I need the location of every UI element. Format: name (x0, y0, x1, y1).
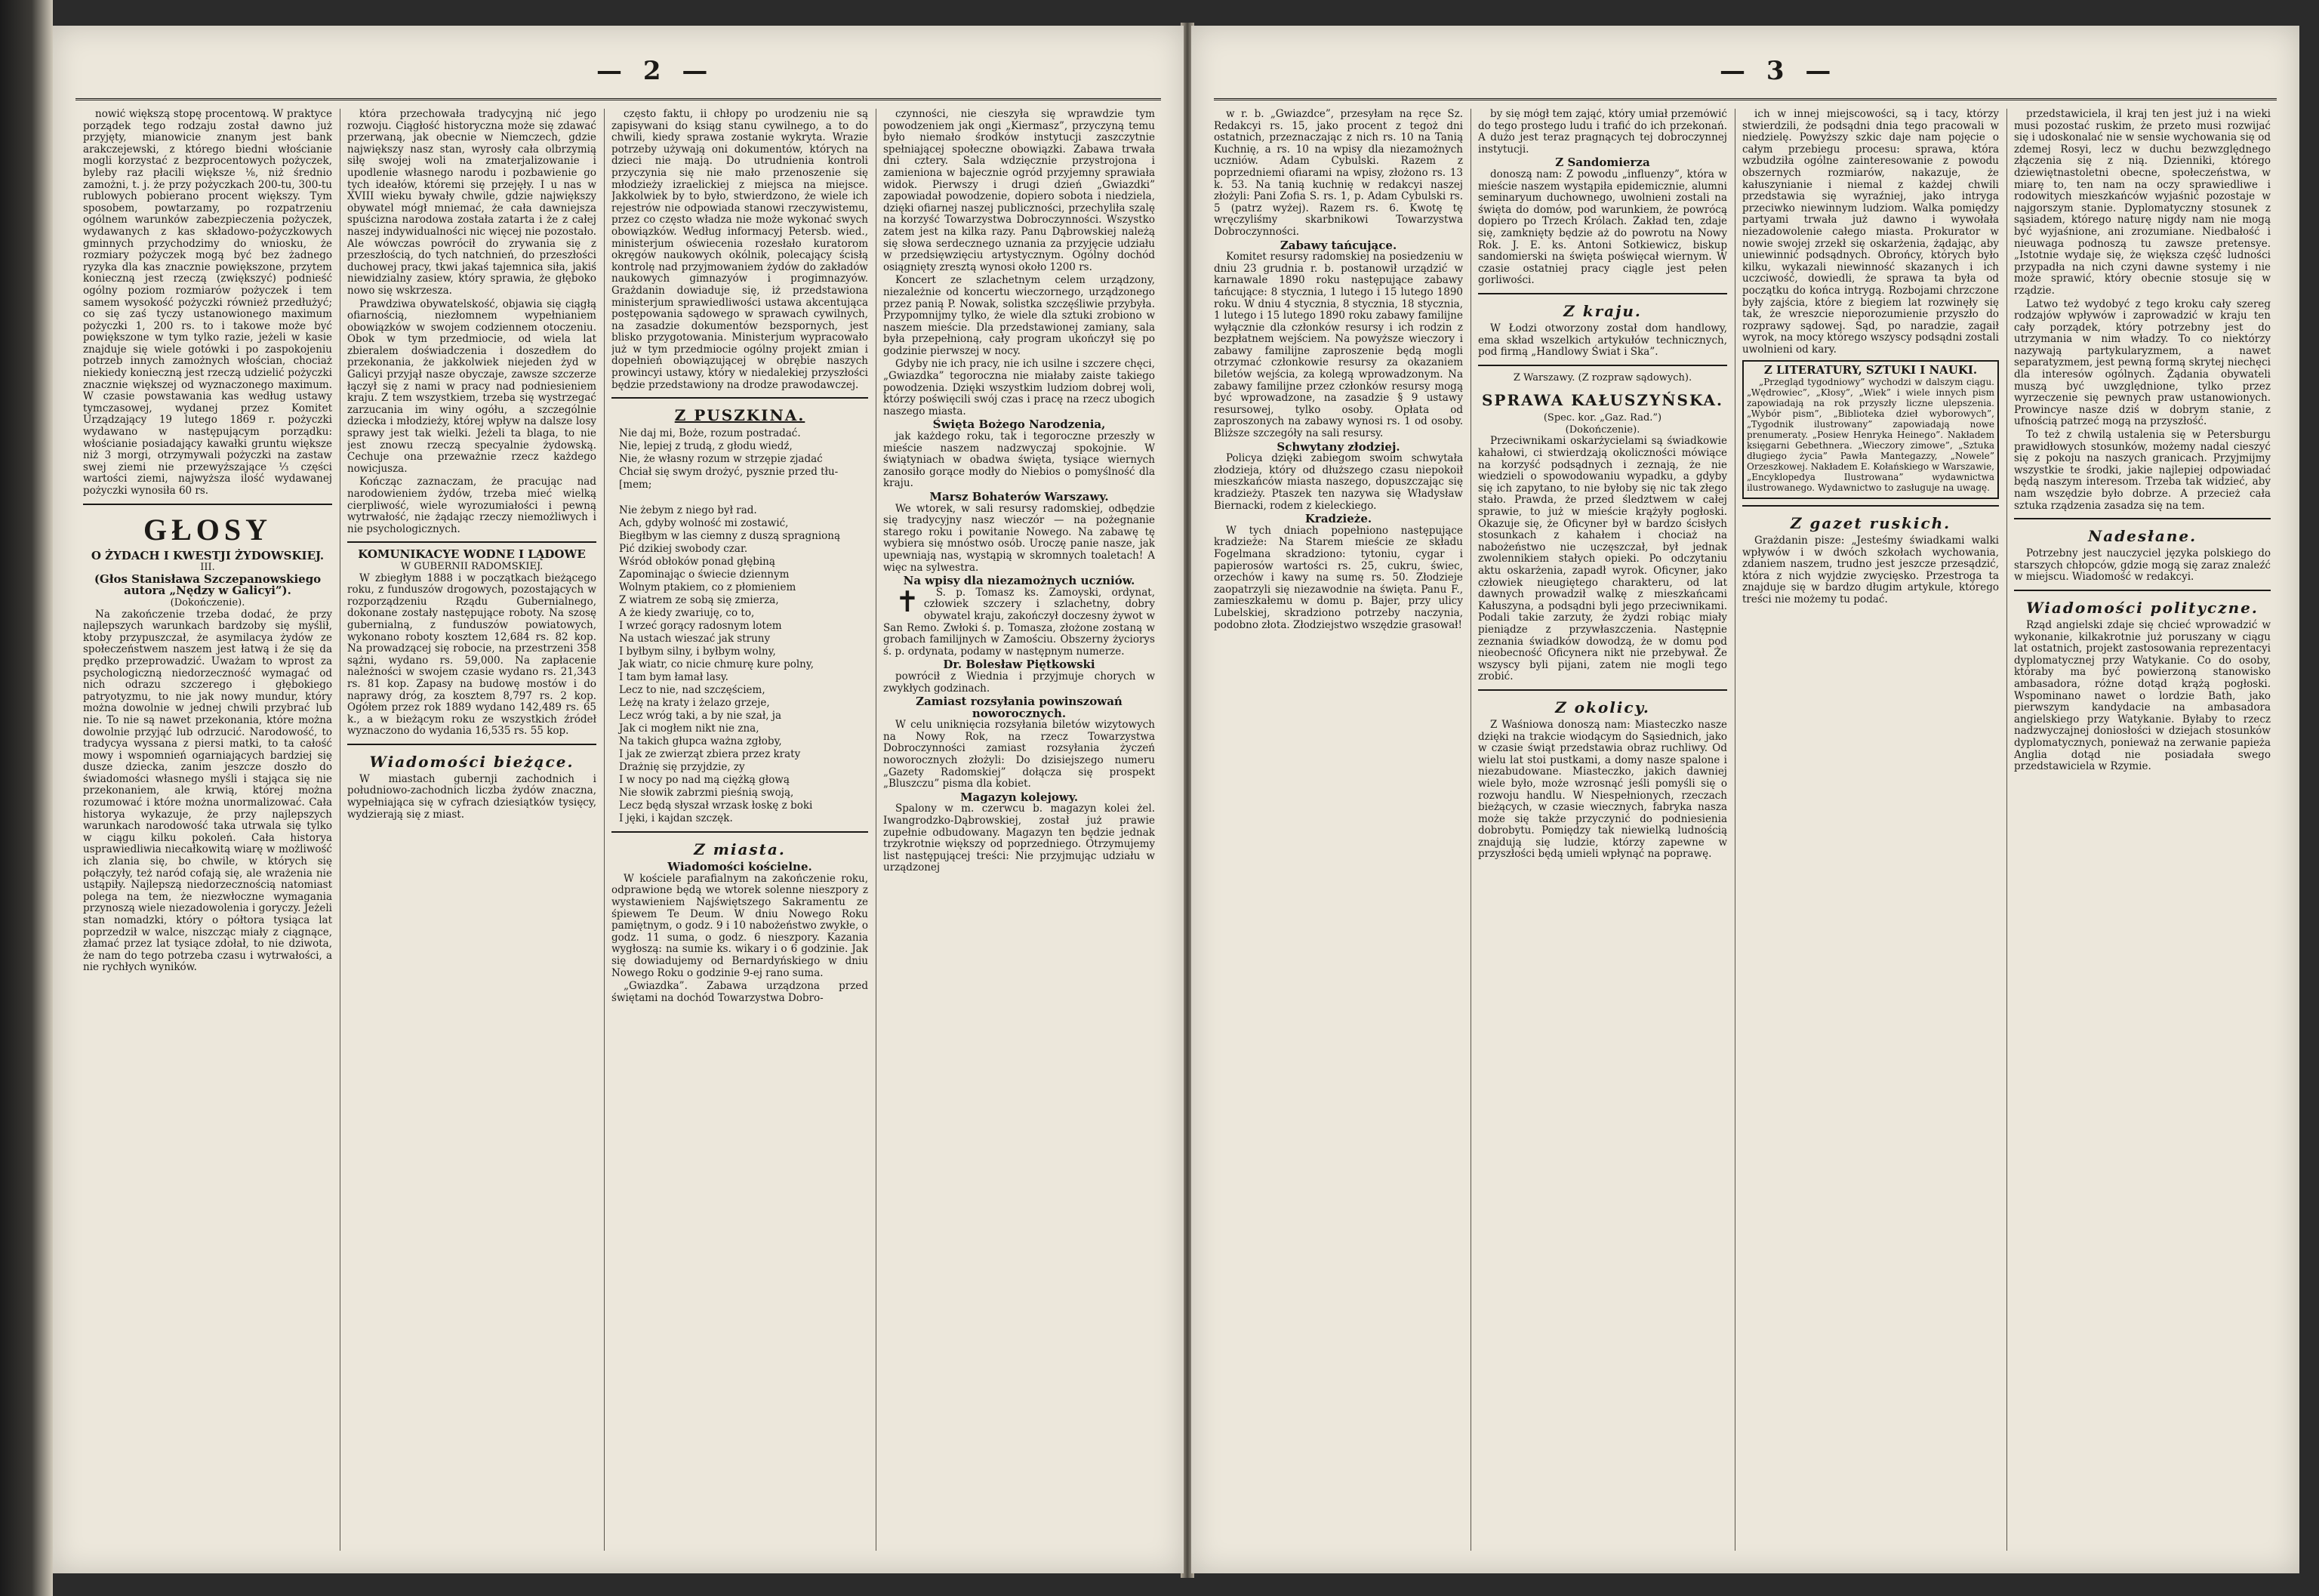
divider (611, 397, 868, 399)
section-title: KOMUNIKACYE WODNE I LĄDOWE (358, 547, 586, 562)
page-left (53, 26, 1184, 1573)
book-binding-edge (0, 0, 53, 1596)
section-title: Magazyn kolejowy. (959, 790, 1079, 804)
section-title: Na wpisy dla niezamożnych uczniów. (903, 574, 1135, 588)
poem-line: Wolnym ptakiem, co z płomieniem (619, 581, 796, 594)
article-text: To też z chwilą ustalenia się w Petersburgu prawidłowych stosunków, możemy nadal cieszyć się z pokoju na naszych granicach. Przyjmijmy wszystkie te środki, jakie najlepiej odpowiadać będą naszym interesom. Trzeba tak widzieć, aby nam wszędzie było dobrze. A przecież cała sztuka rządzenia zasadza się na tem. (2014, 429, 2271, 512)
poem-line: Na ustach wieszać jak struny (619, 633, 771, 645)
section-title: GŁOSY (143, 512, 273, 547)
article-text: Kończąc zaznaczam, że pracując nad narodowieniem żydów, trzeba mieć wielką cierpliwość, wiele wyrozumiałości i pewną wytrwałość, nie żądając rzeczy niemożliwych i nie psychologicznych. (347, 476, 596, 535)
section-title: Z miasta. (694, 840, 786, 859)
article-text: Przeciwnikami oskarżycielami są świadkowie kahałowi, ci stwierdzają okoliczności mówiące na korzyść podsądnych i zeznają, że nie wiedzieli o spowodowaniu wypadku, a gdyby się ich zapytano, to nie byłoby się nic tak złego stało. Prawda, że przed śledztwem w całej sprawie, to już w mieście krążyły pogłoski. Okazuje się, że Oficyner był w bardzo ścisłych stosunkach z kahałem i chociaż na nabożeństwo nie uczęszczał, był jednak zwolennikiem stałych opieki. Po odczytaniu aktu oskarżenia, zapadł wyrok. Oficyner, jako człowiek nieugiętego charakteru, od lat dawnych prowadził walkę z mieszkańcami Kałuszyna, a podsądni byli jego przeciwnikami. Podali takie zarzuty, że żydzi robiąc miały pieniądze z przywłaszczenia. Następnie zeznania świadków dowodzą, że w domu pod nieobecność Oficynera nikt nie przebywał. Że wszyscy byli pijani, zatem nie mogli tego zrobić. (1478, 435, 1727, 683)
divider (347, 744, 596, 745)
column-3 (1742, 109, 1999, 1551)
poem-line: Nie słowik zabrzmi pieśnią swoją, (619, 787, 794, 800)
poem-line: Na takich głupca ważna zgłoby, (619, 735, 782, 748)
article-text: ich w innej miejscowości, są i tacy, którzy stwierdzili, że podsądni dnia tego pracowali w niedzielę. Powyższy szkic daje nam pojęcie o całym przebiegu procesu: sprawa, która wzbudziła ogólne zainteresowanie z powodu obszernych rozmiarów, nakazuje, że kałuszynianie i niemal z każdej chwili przedstawia się wyraźniej, jako intryga przeciwko niewinnym ludziom. Walka pomiędzy partyami trwała już dawno i wywołała niezadowolenie całego miasta. Prokurator w nowie swojej zrzekł się oskarżenia, żądając, aby uniewinnić podsądnych. Obrońcy, których było kilku, wykazali niewinność skazanych i ich uczciwość, dowiedli, że sprawa ta była od początku do końca intrygą. Rozbojami chrzczone były zajścia, które z biegiem lat rozwinęły się tak, że wreszcie nieporozumienie przyszło do rozprawy sądowej. Sąd, po naradzie, zagaił wyrok, na mocy którego wszyscy podsądni zostali uwolnieni od kary. (1742, 109, 1999, 356)
divider (611, 831, 868, 833)
section-title: Zamiast rozsyłania powinszowań noworocznych. (916, 695, 1123, 720)
column-1 (1214, 109, 1463, 1551)
divider (2014, 590, 2271, 591)
poem-line: Wśród obłoków ponad głębiną (619, 556, 775, 568)
section-subtitle: W GUBERNII RADOMSKIEJ. (400, 560, 544, 572)
section-title: Z gazet ruskich. (1790, 514, 1951, 533)
poem-line: Leżę na kraty i żelazo grzeje, (619, 697, 770, 710)
divider (1742, 505, 1999, 507)
section-title: Z PUSZKINA. (674, 406, 805, 425)
divider (2014, 518, 2271, 519)
article-text: w r. b. „Gwiazdce”, przesyłam na ręce Sz. Redakcyi rs. 15, jako procent z tegoż dni ostatnich, przeznaczając z nich rs. 10 na Tanią Kuchnię, a rs. 10 na wpisy dla niezamożnych uczniów. Adam Cybulski. Razem z poprzedniemi ofiarami na wpisy, złożono rs. 13 k. 53. Na tanią kuchnię w redakcyi naszej złożyli: Pani Zofia S. rs. 1, p. Adam Cybulski rs. 5 (patrz wyżej). Razem rs. 6. Kwotę tę wręczyliśmy skarbnikowi Towarzystwa Dobroczynności. (1214, 109, 1463, 238)
column-4 (883, 109, 1155, 1551)
section-subtitle: O ŻYDACH I KWESTJI ŻYDOWSKIEJ. (91, 548, 325, 562)
poem-line: Nie daj mi, Boże, rozum postradać. (619, 427, 801, 440)
poem-line: Biegłbym w las ciemny z duszą spragnioną (619, 530, 841, 543)
article-text: Z Waśniowa donoszą nam: Miasteczko nasze dzięki na trakcie wiodącym do Sąsiednich, jako w czasie świąt przedstawia obraz ruchliwy. Od wielu lat stoi pustkami, a domy nasze spalone i niezabudowane. Miasteczko, jakich dawniej wiele było, może wzrosnąć jeśli pomyśli się o rozwoju handlu. W Niespełnionych, rzeczach bieżących, w czasie wiecznych, fabryka nasza może się także przyczynić do podniesienia dobrobytu. Pomiędzy tak niewielką ludnością znajdują się ludzie, którzy zapewne w przyszłości będą umieli wpłynąć na poprawę. (1478, 718, 1727, 861)
page-number: — 2 — (596, 56, 714, 86)
section-title: Święta Bożego Narodzenia, (932, 417, 1106, 432)
article-text: We wtorek, w sali resursy radomskiej, odbędzie się tradycyjny nasz wieczór — na pożegnanie starego roku i powitanie Nowego. Na zabawę tę wybiera się mnóstwo osób. Uroczę panie nasze, jak upewniają nas, wystąpią w skromnych toaletach! A więc na sylwestra. (883, 502, 1155, 574)
article-text: Spalony w m. czerwcu b. magazyn kolei żel. Iwangrodzko-Dąbrowskiej, został już prawie zupełnie odbudowany. Magazyn ten będzie jednak trzykrotnie większy od poprzedniego. Otrzymujemy list następującej treści: Nie przyjmując udziału w urządzonej (883, 803, 1155, 874)
article-text: W kościele parafialnym na zakończenie roku, odprawione będą we wtorek solenne nieszpory z wystawieniem Najświętszego Sakramentu ze śpiewem Te Deum. W dniu Nowego Roku pamiętnym, o godz. 9 i 10 nabożeństwo zwykłe, o godz. 11 suma, o godz. 6 nieszpory. Kazania wygłoszą: na sumie ks. wikary i o 6 godzinie. Jak się dowiadujemy od Bernardyńskiego w dniu Nowego Roku o godzinie 9-ej rano suma. (611, 872, 868, 979)
cross-icon: ✝ (895, 584, 919, 618)
poem-line: Jak wiatr, co nicie chmurę kure polny, (619, 658, 814, 671)
column-1 (83, 109, 332, 1551)
poem-line: Nie, że własny rozum w strzępie zjadać (619, 453, 823, 466)
article-text: Prawdziwa obywatelskość, objawia się ciągłą ofiarnością, niezłomnem wypełnianiem obowiązków w swojem codziennem otoczeniu. Obok w tym przedmiocie, od wiela lat zbieralem doświadczenia i doszedłem do przekonania, że jakkolwiek niejeden żyd w Galicyi przyjął nasze obyczaje, zawsze szczerze łączył się z nami w pracy nad podniesieniem kraju. Z tem wszystkiem, trzeba się wystrzegać zarzucania im winy ogółu, a szczególnie dziecka i młodzieży, której wpływ na dalsze losy sprawy jest tak wielki. Jeżeli ta blaga, to nie jest znowu rzeczą specyalnie żydowską. Cechuje ona przeważnie rzecz każdego nowicjusza. (347, 297, 596, 475)
poem-line: Chciał się swym drożyć, pysznie przed tłu- (619, 466, 839, 479)
obituary-text: S. p. Tomasz ks. Zamoyski, ordynat, człowiek szczery i szlachetny, dobry obywatel kraju, zakończył doczesny żywot w San Remo. Zwłoki ś. p. Tomasza, złożone zostaną w grobach familijnych w Zamościu. Obszerny życiorys ś. p. ordynata, podamy w następnym numerze. (883, 586, 1155, 658)
correspondent-note: (Spec. kor. „Gaz. Rad.”) (1543, 412, 1662, 424)
section-title: Dr. Bolesław Piętkowski (943, 658, 1095, 672)
section-title: SPRAWA KAŁUSZYŃSKA. (1481, 391, 1724, 410)
poem-line: Jak ci mogłem nikt nie zna, (619, 723, 759, 735)
article-text: jak każdego roku, tak i tegoroczne przeszły w mieście naszem nadzwyczaj spokojnie. W świątyniach w obadwa święta, tysiące wiernych zanosiło gorące modły do Niebios o pomyślność dla kraju. (883, 430, 1155, 490)
article-text: W Łodzi otworzony został dom handlowy, ema skład wszelkich artykułów technicznych, pod firmą „Handlowy Świat i Ska”. (1478, 322, 1727, 359)
article-text: Koncert ze szlachetnym celem urządzony, niezależnie od koncertu wieczornego, urządzonego przez panią P. Nowak, solistka szczęśliwie przybyła. Przypomnijmy tylko, że wiele dla sztuki zrobiono w naszem mieście. Dla przedstawionej zamiany, sala była przepełnioną, cały program ukończył się po godzinie pierwszej w nocy. (883, 274, 1155, 357)
section-title: Z Sandomierza (1555, 156, 1650, 170)
poem-line: [mem; (619, 479, 652, 491)
poem-line: I tam bym łamał lasy. (619, 671, 728, 684)
section-title: Z okolicy. (1555, 698, 1650, 716)
page-number: — 3 — (1720, 56, 1837, 86)
article-text: powrócił z Wiednia i przyjmuje chorych w zwykłych godzinach. (883, 670, 1155, 695)
article-text: W celu uniknięcia rozsyłania biletów wizytowych na Nowy Rok, na rzecz Towarzystwa Dobroczynności zamiast rozsyłania życzeń noworocznych złożyli: Do dzisiejszego numeru „Gazety Radomskiej” dołącza się prospekt „Bluszczu” pisma dla kobiet. (883, 719, 1155, 790)
column-rule (604, 109, 605, 1551)
section-title: Wiadomości bieżące. (369, 752, 574, 771)
divider (83, 504, 332, 505)
poem-line: I wrzeć gorący radosnym lotem (619, 620, 782, 633)
column-3 (611, 109, 868, 1551)
page-right (1191, 26, 2299, 1573)
article-text: Potrzebny jest nauczyciel języka polskiego do starszych chłopców, gdzie mogą się zaraz znaleźć w miejscu. Wiadomość w redakcyi. (2014, 547, 2271, 584)
poem-line: Drażnię się przyjdzie, zy (619, 761, 745, 774)
section-place: Z Warszawy. (Z rozpraw sądowych). (1513, 371, 1692, 384)
article-text: „Gwiazdka”. Zabawa urządzona przed świętami na dochód Towarzystwa Dobro- (611, 980, 868, 1004)
poem-line: Pić dzikiej swobody czar. (619, 543, 748, 556)
article-text: często faktu, ii chłopy po urodzeniu nie są zapisywani do ksiąg stanu cywilnego, a to do chwili, kiedy sprawa zostanie wykryta. Wrazie potrzeby używają oni dokumentów, których na dzieci nie mają. Do utrudnienia kontroli przyczynia się nie mało przenoszenie się młodzieży izraelickiej z miejsca na miejsce. Jakkolwiek by to było, stwierdzono, że wiele ich rejestrów nie odpowiada stanowi rzeczywistemu, przez co często władza nie może wykonać swych obowiązków. Według informacyj Petersb. wied., ministerjum oświecenia rozesłało kuratorom okręgów naukowych okólnik, polecający ścisłą kontrolę nad przyjmowaniem żydów do zakładów naukowych gimnazyów i progimnazyów. Grażdanin dowiaduje się, iż przedstawiona ministerjum sprawiedliwości ustawa akcentująca postępowania sądowego w sprawach cywilnych, na zasadzie dokumentów bezspornych, jest blisko przygotowania. Ministerjum wypracowało już w tym przedmiocie ogólny projekt zmian i dopełnień obowiązującej w obrębie naszych prowincyi ustawy, który w niedalekiej przyszłości będzie przedstawiony na drodze prawodawczej. (611, 109, 868, 391)
divider (347, 541, 596, 543)
article-text: Rząd angielski zdaje się chcieć wprowadzić w wykonanie, kilkakrotnie już poruszany w ciągu lat ostatnich, projekt zastosowania reprezentacyi dyplomatycznej przy Watykanie. Co do osoby, któraby ma być powierzoną stanowisko ambasadora, różne dotąd krążą pogłoski. Wspominano nawet o lordzie Bath, jako pierwszym kandydacie na ambasadora angielskiego przy Watykanie. Byłaby to rzecz nadzwyczajnej doniosłości w dziejach stosunków dyplomatycznych, ponieważ na zerwanie papieża Anglia dotąd nie posiadała swego przedstawiciela w Rzymie. (2014, 618, 2271, 773)
column-rule (2006, 109, 2007, 1551)
poem-line: Lecz będą słyszał wrzask łoskę z boki (619, 800, 813, 812)
poem (611, 427, 868, 825)
section-number: III. (200, 562, 215, 574)
column-2 (1478, 109, 1727, 1551)
section-author: (Głos Stanisława Szczepanowskiego autora „Nędzy w Galicyi”). (94, 572, 322, 598)
section-title: Z LITERATURY, SZTUKI I NAUKI. (1763, 363, 1978, 377)
article-text (883, 584, 1155, 658)
article-text: donoszą nam: Z powodu „influenzy”, która w mieście naszem wystąpiła epidemicznie, alumni seminaryum duchownego, uwolnieni zostali na święta do domów, pod warunkiem, że powrócą dopiero po Trzech Królach. Zakład ten, zdaje się, zamknięty będzie aż do powrotu na Nowy Rok. J. E. ks. Antoni Sotkiewicz, biskup sandomierski na święta poświęcał wiernym. W czasie ostatniej pracy ciągle jest pełen gorliwości. (1478, 168, 1727, 287)
poem-line: Ach, gdyby wolność mi zostawić, (619, 517, 789, 530)
header-rule (1214, 98, 2277, 100)
article-text: przedstawiciela, il kraj ten jest już i na wieki musi pozostać ruskim, że przeto musi rozwijać się i udoskonalać nie w sensie wychowania się od zdemej Rosyi, lecz w duchu bezwzględnego złączenia się z nią. Dzienniki, którego dziewiętnastoletni obecne, społeczeństwa, w miarę to, ten nam na oczy sprawiedliwe i rodowitych mieszkańców wyjaśnić pozostaje w najgorszym stanie. Dyplomatyczny stosunek z sąsiadem, którego naturę nigdy nam nie mogą być wyjaśnione, ani zrozumiane. Niedbałość i nieuwaga podnoszą tu zawsze pretensye. „Istotnie wydaje się, że większa część ludności przypadła na nich czyni dawne systemy i nie może sprawić, który obecnie stosuje się w rządzie. (2014, 109, 2271, 297)
column-4 (2014, 109, 2271, 1551)
poem-line: Nie żebym z niego był rad. (619, 504, 757, 517)
section-title: Wiadomości polityczne. (2026, 598, 2259, 617)
article-text: która przechowała tradycyjną nić jego rozwoju. Ciągłość historyczna może się zdawać przerwaną, jak obecnie w Niemczech, gdzie największy nasz stan, wyrosły cała olbrzymią siłę swojej woli na zmaterjalizowanie i upodlenie własnego narodu i pozbawienie go tych ideałów, któremi się przejęły. I u nas w XVIII wieku bywały chwile, gdzie największy obywatel mógł mniemać, że cała dawniejsza spuścizna narodowa została zatarta i że z całej naszej indywidualności nic więcej nie pozostało. Ale wówczas powrócił do zrywania się z przeszłością, do tych natchnień, do przeszłości duchowej pracy, tkwi jakaś tajemnica siła, jakiś niewidzialny zasiew, który sprawia, że głęboko nowo się wskrzesza. (347, 109, 596, 297)
literature-box (1742, 360, 1999, 499)
poem-line: Zapominając o świecie dziennym (619, 568, 790, 581)
column-2 (347, 109, 596, 1551)
poem-line: Lecz to nie, nad szczęściem, (619, 684, 765, 697)
poem-line: I byłbym silny, i byłbym wolny, (619, 645, 776, 658)
divider (1478, 689, 1727, 691)
divider (1478, 293, 1727, 294)
poem-line: Lecz wróg taki, a by nie szał, ja (619, 710, 782, 723)
article-text: „Przegląd tygodniowy” wychodzi w dalszym ciągu. „Wędrowiec”, „Kłosy”, „Wiek” i wiele innych pism zapowiadają na rok przyszły liczne ulepszenia. „Wybór pism”, „Biblioteka dzieł wyborowych”, „Tygodnik ilustrowany” zapowiadają nowe prenumeraty. „Posiew Henryka Heinego”. Nakładem księgarni Gebethnera. „Wieczory zimowe”, „Sztuka długiego życia” Pawła Mantegazzy, „Nowele” Orzeszkowej. Nakładem E. Kołańskiego w Warszawie, „Encyklopedya Ilustrowana” wydawnictwa ilustrowanego. Wydawnictwo to zasługuje na uwagę. (1747, 377, 1994, 494)
header-rule (75, 98, 1161, 100)
section-title: Nadesłane. (2087, 527, 2197, 546)
poem-line (619, 491, 868, 504)
article-text: Latwo też wydobyć z tego kroku cały szereg rodzajów wpływów i zaprowadzić w kraju ten cały porządek, który potrzebny jest do utrzymania w nim władzy. To co niektórzy nazywają partykularyzmem, a nawet separatyzmem, jest pewną formą skrytej niechęci dla interesów ogólnych. Żądania obywateli muszą być uwzględnione, tylko przez wyrzeczenie się pewnych praw ustanowionych. Prowincye nasze dziś w dobrym stanie, z ufnością patrzeć mogą na przyszłość. (2014, 297, 2271, 428)
poem-line: Nie, lepiej z trudą, z głodu wiedź, (619, 440, 793, 453)
section-title: Z kraju. (1563, 301, 1642, 320)
section-title: Schwytany złodziej. (1277, 439, 1400, 454)
article-text: Policya dzięki zabiegom swoim schwytała złodzieja, który od dłuższego czasu niepokoił mieszkańców miasta naszego, dopuszczając się kradzieży. Ptaszek ten nazywa się Władysław Biernacki, rodem z kieleckiego. (1214, 452, 1463, 512)
article-text: W zbiegłym 1888 i w początkach bieżącego roku, z funduszów drogowych, pozostających w rozporządzeniu Rządu Gubernialnego, dokonane zostały następujące roboty. Na szosę gubernialną, z funduszów powiatowych, wykonano roboty kosztem 12,684 rs. 82 kop. Na prowadzącej się robocie, na przestrzeni 358 sążni, wydano rs. 59,000. Na zapłacenie należności w swojem czasie wydano rs. 21,343 rs. 81 kop. Zapasy na budowę mostów i do naprawy dróg, za kosztem 8,797 rs. 2 kop. Ogółem przez rok 1889 wydano 142,489 rs. 65 k., a w bieżącym roku ze wszystkich źródeł wyznaczono do wydania 16,535 rs. 55 kop. (347, 572, 596, 738)
article-text: Grażdanin pisze: „Jesteśmy świadkami walki wpływów i w dwóch szkołach wychowania, zdaniem naszem, trudno jest jeszcze przesądzić, która z nich wyjdzie zwycięsko. Przestroga ta znajduje się w bardzo długim artykule, którego treści nie możemy tu podać. (1742, 535, 1999, 606)
article-text: Na zakończenie trzeba dodać, że przy najlepszych warunkach bardzoby się myślił, ktoby przypuszczał, że asymilacya żydów ze społeczeństwem naszem jest łatwą i że się da prędko przeprowadzić. Uważam to wprost za psychologiczną niedorzeczność wymagać od nich odrazu szczerego i głębokiego patryotyzmu, to nie jak nowy mundur, który można dowolnie w jednej chwili przybrać lub nie. To nie są nawet przekonania, które można dowolnie przyjąć lub odrzucić. Narodowość, to tradycya wyssana z piersi matki, to ta całość mowy i wspomnień ogarniających bardziej się dusze dziecka, zanim jeszcze doszło do świadomości własnego myśli i stająca się nie przekonaniem, ale krwią, której można rozumować i które można unormalizować. Cała historya wykazuje, że przy najlepszych warunkach narodowość taka utrwala się tylko w ciągu kilku pokoleń. Cała historya usprawiedliwia niecałkowitą wiarę w możliwość ich zlania się, bo chwile, w których się połączyły, też naród cofają się, ale wrażenia nie ustąpiły. Najlepszą niedorzecznością natomiast polega na tem, że niezwłoczne wymagania przynoszą wiele niezadowolenia i goryczy. Jeżeli stan nomadzki, który o półtora tysiąca lat poprzedził w walce, niszcząc miały z ciągnące, złamać przez lat tysiące zdołał, to nie dziwota, że nam do tego potrzeba czasu i wytrwałości, a nie rychłych wyników. (83, 608, 332, 974)
article-text: nowić większą stopę procentową. W praktyce porządek tego rodzaju został dawno już przyjęty, mianowicie znanym jest bank arakczejewski, z którego biedni włościanie mogli korzystać z bezprocentowych pożyczek, byleby raz płacili większe ⅛, niż średnio zamożni, t. j. że przy pożyczkach 200-tu, 300-tu rublowych pobierano procent większy. Tym sposobem, powtarzamy, po rozpatrzeniu ogólnem warunków zabezpieczenia pożyczek, wydawanych z kas składowo-pożyczkowych gminnych przychodzimy do wniosku, że rozmiary pożyczek mogą być bez żadnego ryzyka dla kas znacznie powiększone, przytem konieczną jest rzeczą (zwiększyć) podnieść ogólny poziom rozmiarów pożyczek i tem samem wysokość pożyczki również przedłużyć; co się zaś tyczy ustanowionego maximum pożyczki 1, 200 rs. to i takowe może być powiększone w tym tylko razie, jeżeli w kasie znajduje się wiele gotówki i po zaspokojeniu potrzeb innych zamożnych włościan, chociaż niekiedy konieczną jest rzeczą udzielić pożyczki znacznie większej od wyznaczonego maximum. W czasie powstawania kas według ustawy tymczasowej, wydanej przez Komitet Urządzający 19 lutego 1869 r. pożyczki wydawano w następującym porządku: włościanie posiadający kawałki gruntu większe niż 3 morgi, otrzymywali pożyczki na zastaw swej ziemi nie przewyższające ⅓ części wartości ziemi, najwyższa ilość wydawanej pożyczki wynosiła 60 rs. (83, 109, 332, 497)
article-text: W tych dniach popełniono następujące kradzieże: Na Starem mieście ze składu Fogelmana skradziono: tytoniu, cygar i papierosów wartości rs. 25, cukru, świec, orzechów i kawy na sumę rs. 50. Złodzieje zaopatrzyli się niezawodnie na święta. Panu F., zamieszkałemu w domu p. Bajer, przy ulicy Lubelskiej, skradziono potrzeby naczynia, podobno złota. Złodziejstwo wszędzie grasował! (1214, 524, 1463, 631)
continuation-note: (Dokończenie). (170, 596, 245, 609)
section-title: Kradzieże. (1304, 512, 1372, 526)
article-text: W miastach gubernji zachodnich i południowo-zachodnich liczba żydów znaczna, wypełniająca się w cyfrach dziesiątków tysięcy, wydzierają się z miast. (347, 772, 596, 821)
poem-line: Z wiatrem ze sobą się zmierza, (619, 594, 779, 607)
continuation-note: (Dokończenie). (1565, 424, 1640, 436)
poem-line: I jak ze zwierząt zbiera przez kraty (619, 748, 801, 761)
poem-line: I jęki, i kajdan szczęk. (619, 812, 733, 825)
article-text: Komitet resursy radomskiej na posiedzeniu w dniu 23 grudnia r. b. postanowił urządzić w karnawale 1890 roku następujące zabawy tańcujące: 8 stycznia, 1 lutego i 15 lutego 1890 roku. W dniu 4 stycznia, 8 stycznia, 18 stycznia, 1 lutego i 15 lutego 1890 roku zabawy familijne wyłącznie dla członków resursy i ich rodzin z bezpłatnem wejściem. Na powyższe wieczory i zabawy familijne zaproszenie będą mogli otrzymać członkowie resursy za okazaniem biletów wejścia, za kolegą wprowadzonym. Na zabawy familijne przez członków resursy mogą być wprowadzone, na zasadzie § 9 ustawy resursowej, tylko osoby. Opłata od zaproszonych na zabawy wynosi rs. 1 od osoby. Bliższe szczegóły na sali resursy. (1214, 251, 1463, 440)
article-text: Gdyby nie ich pracy, nie ich usilne i szczere chęci, „Gwiazdka” tegoroczna nie miałaby zaiste takiego powodzenia. Dzięki wszystkim ludziom dobrej woli, którzy poświęcili swój czas i pracę na rzecz ubogich naszego miasta. (883, 358, 1155, 417)
article-text: czynności, nie cieszyła się wprawdzie tym powodzeniem jak ongi „Kiermasz”, przyczyną temu było niemało środków instytucji zaszczytnie spełniającej społeczne obowiązki. Zabawa trwała dni cztery. Sala wdzięcznie przystrojona i zamieniona w bajecznie ogród przyjemny sprawiała widok. Pierwszy i drugi dzień „Gwiazdki” zapowiadał powodzenie, dopiero sobota i niedziela, dzięki ofiarnej naszej publiczności, przechyliła szalę na korzyść Towarzystwa Dobroczynności. Wszystko zatem jest na kilka razy. Panu Dąbrowskiej należą się słowa serdecznego uznania za przyjęcie udziału w przedsięwzięciu artystycznym. Ogólny dochód osiągnięty zresztą wynosi około 1200 rs. (883, 109, 1155, 273)
section-title: Marsz Bohaterów Warszawy. (929, 490, 1109, 504)
article-text: by się mógł tem zająć, który umiał przemówić do tego prostego ludu i trafić do ich przekonań. A dużo jest teraz pragnących tej dobroczynnej instytucji. (1478, 109, 1727, 156)
section-subtitle: Wiadomości kościelne. (667, 860, 812, 874)
divider (1478, 365, 1727, 366)
poem-line: A że kiedy zwariuję, co to, (619, 607, 755, 620)
section-title: Zabawy tańcujące. (1280, 238, 1397, 252)
poem-line: I w nocy po nad mą ciężką głową (619, 774, 790, 787)
